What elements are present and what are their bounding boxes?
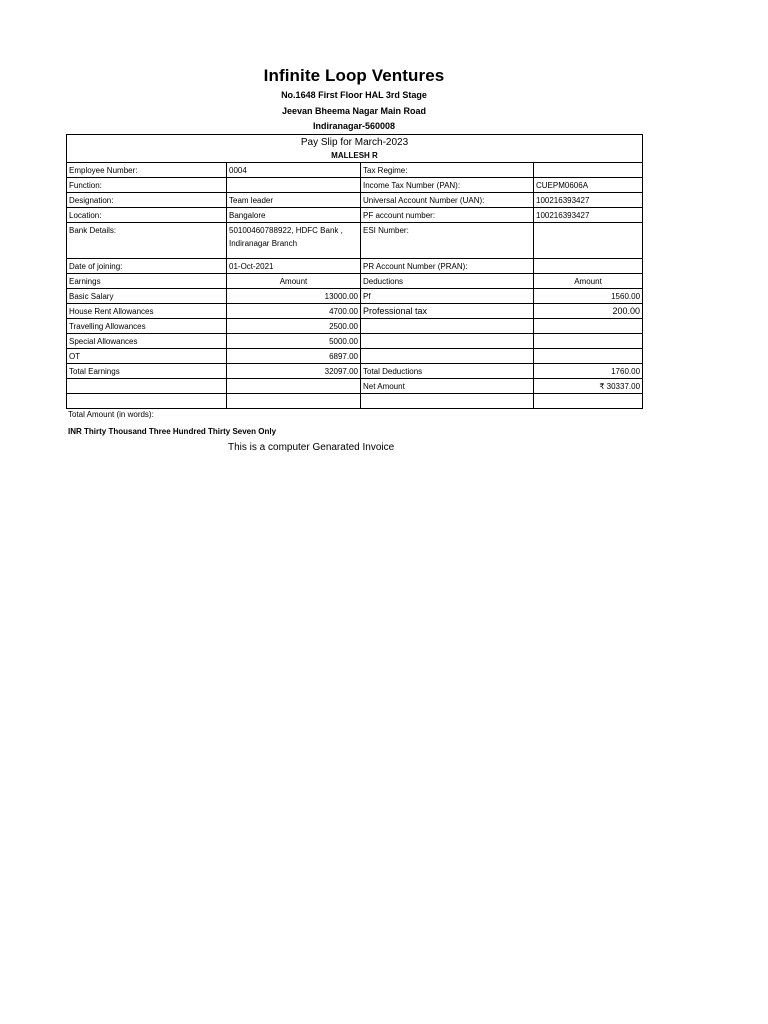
tax-regime-value — [534, 163, 643, 178]
empty-cell — [227, 379, 361, 394]
table-row — [67, 334, 643, 349]
total-earnings-label: Total Earnings — [67, 364, 227, 379]
company-address-line3: Indiranagar-560008 — [312, 121, 396, 131]
net-amount-label: Net Amount — [361, 379, 534, 394]
location-label: Location: — [67, 208, 227, 223]
empty-cell — [534, 334, 643, 349]
tax-regime-label: Tax Regime: — [361, 163, 534, 178]
bank-details-label: Bank Details: — [67, 223, 227, 259]
designation-label: Designation: — [67, 193, 227, 208]
earning-label: OT — [67, 349, 227, 364]
doj-label: Date of joining: — [67, 259, 227, 274]
deduction-amount: 1560.00 — [534, 289, 643, 304]
pan-label: Income Tax Number (PAN): — [361, 178, 534, 193]
earning-amount: 5000.00 — [227, 334, 361, 349]
company-address-line2: Jeevan Bheema Nagar Main Road — [281, 106, 427, 116]
table-row — [67, 163, 643, 178]
net-row — [67, 379, 643, 394]
earning-label: House Rent Allowances — [67, 304, 227, 319]
location-value: Bangalore — [227, 208, 361, 223]
deduction-amount: 200.00 — [534, 304, 643, 319]
doj-value: 01-Oct-2021 — [227, 259, 361, 274]
company-address-line1: No.1648 First Floor HAL 3rd Stage — [281, 90, 427, 100]
table-row — [67, 178, 643, 193]
empty-cell — [534, 319, 643, 334]
table-header-row — [67, 274, 643, 289]
payslip-table — [66, 134, 643, 409]
table-row — [67, 223, 643, 259]
designation-value: Team leader — [227, 193, 361, 208]
employee-number-value: 0004 — [227, 163, 361, 178]
bank-details-value — [227, 223, 361, 259]
table-row — [67, 349, 643, 364]
earning-amount: 6897.00 — [227, 349, 361, 364]
company-name: Infinite Loop Ventures — [263, 66, 445, 85]
empty-cell — [361, 334, 534, 349]
empty-cell — [227, 394, 361, 409]
esi-value — [534, 223, 643, 259]
earning-label: Basic Salary — [67, 289, 227, 304]
earnings-amount-header: Amount — [227, 274, 361, 289]
employee-number-label: Employee Number: — [67, 163, 227, 178]
employee-name: MALLESH R — [67, 149, 643, 163]
earnings-header: Earnings — [67, 274, 227, 289]
total-deductions-label: Total Deductions — [361, 364, 534, 379]
table-row — [67, 319, 643, 334]
deductions-header: Deductions — [361, 274, 534, 289]
uan-value: 100216393427 — [534, 193, 643, 208]
table-row — [67, 193, 643, 208]
earning-amount: 13000.00 — [227, 289, 361, 304]
bank-details-line1: 50100460788922, HDFC Bank , — [229, 226, 343, 235]
empty-cell — [534, 349, 643, 364]
pran-value — [534, 259, 643, 274]
deductions-amount-header: Amount — [534, 274, 643, 289]
amount-in-words-label: Total Amount (in words): — [68, 410, 154, 419]
empty-cell — [361, 394, 534, 409]
pran-label: PR Account Number (PRAN): — [361, 259, 534, 274]
empty-cell — [361, 319, 534, 334]
table-row — [67, 259, 643, 274]
amount-in-words: INR Thirty Thousand Three Hundred Thirty Seven Only — [68, 427, 277, 436]
deduction-label: Pf — [361, 289, 534, 304]
empty-cell — [67, 379, 227, 394]
deduction-label: Professional tax — [361, 304, 534, 319]
total-earnings-value: 32097.00 — [227, 364, 361, 379]
table-row — [67, 394, 643, 409]
earning-amount: 2500.00 — [227, 319, 361, 334]
empty-cell — [534, 394, 643, 409]
earning-label: Travelling Allowances — [67, 319, 227, 334]
totals-row — [67, 364, 643, 379]
uan-label: Universal Account Number (UAN): — [361, 193, 534, 208]
footer-note: This is a computer Genarated Invoice — [228, 442, 395, 453]
empty-cell — [361, 349, 534, 364]
pf-account-value: 100216393427 — [534, 208, 643, 223]
earning-amount: 4700.00 — [227, 304, 361, 319]
table-row — [67, 289, 643, 304]
bank-details-line2: Indiranagar Branch — [229, 239, 298, 248]
earning-label: Special Allowances — [67, 334, 227, 349]
empty-cell — [67, 394, 227, 409]
function-label: Function: — [67, 178, 227, 193]
function-value — [227, 178, 361, 193]
pan-value: CUEPM0606A — [534, 178, 643, 193]
net-amount-value: ₹ 30337.00 — [534, 379, 643, 394]
esi-label: ESI Number: — [361, 223, 534, 259]
total-deductions-value: 1760.00 — [534, 364, 643, 379]
table-row — [67, 304, 643, 319]
pf-account-label: PF account number: — [361, 208, 534, 223]
table-row — [67, 208, 643, 223]
payslip-title: Pay Slip for March-2023 — [67, 135, 643, 150]
